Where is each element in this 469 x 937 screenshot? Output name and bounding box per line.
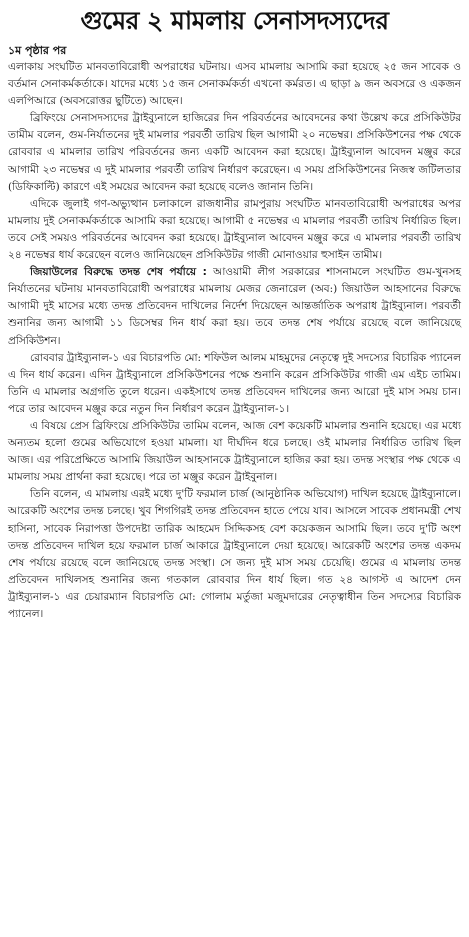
article-paragraph: এলাকায় সংঘটিত মানবতাবিরোধী অপরাধের ঘটনায়। এসব মামলায় আসামি করা হয়েছে ২৫ জন সাবেক ও বর্তমান সেনাকর্মকর্তাকে। যাদের মধ্যে ১৫ জন সেনাকর্মকর্তা এখনো কর্মরত। এ ছাড়া ৯ জন অবসরে ও একজন এলপিআরে (অবসরোত্তর ছুটিতে) আছেন। xyxy=(8,61,461,108)
headline: গুমের ২ মামলায় সেনাসদস্যদের xyxy=(80,6,389,35)
article-paragraph: এদিকে জুলাই গণ-অভ্যুত্থান চলাকালে রাজধানীর রামপুরায় সংঘটিত মানবতাবিরোধী অপরাধের অপর মামলায় দুই সেনাকর্মকর্তাকে আসামি করা হয়েছে। আগামী ৫ নভেম্বর এ মামলার পরবর্তী তারিখ নির্ধারিত ছিল। তবে সেই সময়ও পরিবর্তনের আবেদন করা হয়েছে। ট্রাইব্যুনাল আবেদন মঞ্জুর করে এ মামলার পরবর্তী তারিখ ২৪ নভেম্বর ধার্য করেছেন বলেও জানিয়েছেন প্রসিকিউটর গাজী মোনাওয়ার হুসাইন তামীম। xyxy=(8,197,461,262)
article-paragraph: ব্রিফিংয়ে সেনাসদস্যদের ট্রাইব্যুনালে হাজিরের দিন পরিবর্তনের আবেদনের কথা উল্লেখ করে প্রসিকিউটর তামীম বলেন, গুম-নির্যাতনের দুই মামলার পরবর্তী তারিখ ছিল আগামী ২০ নভেম্বর। প্রসিকিউশনের পক্ষ থেকে রোববার এ মামলার তারিখ পরিবর্তনের জন্য একটি আবেদন করা হয়েছে। ট্রাইব্যুনাল আবেদন মঞ্জুর করে আগামী ২৩ নভেম্বর এ দুই মামলার পরবর্তী তারিখ নির্ধারণ করেছেন। এ সময় প্রসিকিউশনের নিজস্ব জটিলতার (ডিফিকাল্টি) কারণে এই সময়ের আবেদন করা হয়েছে বলেও জানান তিনি। xyxy=(8,112,461,193)
article-paragraph-text: আওয়ামী লীগ সরকারের শাসনামলে সংঘটিত গুম-খুনসহ নির্যাতনের ঘটনায় মানবতাবিরোধী অপরাধের মামলায় মেজর জেনারেল (অব:) জিয়াউল আহসানের বিরুদ্ধে আগামী দুই মাসের মধ্যে তদন্ত প্রতিবেদন দাখিলের নির্দেশ দিয়েছেন আন্তর্জাতিক অপরাধ ট্রাইব্যুনাল। পরবর্তী শুনানির জন্য আগামী ১১ ডিসেম্বর দিন ধার্য করা হয়। তবে তদন্ত শেষ পর্যায়ে রয়েছে বলে জানিয়েছে প্রসিকিউশন। xyxy=(8,266,461,347)
subheading: জিয়াউলের বিরুদ্ধে তদন্ত শেষ পর্যায়ে : xyxy=(30,266,207,279)
article-paragraph: এ বিষয়ে প্রেস ব্রিফিংয়ে প্রসিকিউটর তামিম বলেন, আজ বেশ কয়েকটি মামলার শুনানি হয়েছে। এর মধ্যে অন্যতম হলো গুমের অভিযোগে হওয়া মামলা। যা দীর্ঘদিন ধরে চলছে। ওই মামলার নির্ধারিত তারিখ ছিল আজ। এর পরিপ্রেক্ষিতে আসামি জিয়াউল আহসানকে ট্রাইব্যুনালে হাজির করা হয়। তদন্ত সংস্থার পক্ষ থেকে এ মামলায় সময় প্রার্থনা করা হয়েছে। পরে তা মঞ্জুর করেন ট্রাইবুনাল। xyxy=(8,419,461,484)
article-paragraph: রোববার ট্রাইব্যুনাল-১ এর বিচারপতি মো: শফিউল আলম মাহমুদের নেতৃত্বে দুই সদস্যের বিচারিক প্যানেল এ দিন ধার্য করেন। এদিন ট্রাইব্যুনালে প্রসিকিউশনের পক্ষে শুনানি করেন প্রসিকিউটর গাজী এম এইচ তামিম। তিনি এ মামলার অগ্রগতি তুলে ধরেন। একইসাথে তদন্ত প্রতিবেদন দাখিলের জন্য আরো দুই মাস সময় চান। পরে তার আবেদন মঞ্জুর করে নতুন দিন নির্ধারণ করেন ট্রাইব্যুনাল-১। xyxy=(8,351,462,415)
continued-from-label: ১ম পৃষ্ঠার পর xyxy=(8,44,67,57)
article-paragraph: তিনি বলেন, এ মামলায় এরই মধ্যে দু'টি ফরমাল চার্জ (আনুষ্ঠানিক অভিযোগ) দাখিল হয়েছে ট্রাইব্যুনালে। আরেকটি অংশের তদন্ত চলছে। খুব শিগগিরই তদন্ত প্রতিবেদন হাতে পেয়ে যাব। আসলে সাবেক প্রধানমন্ত্রী শেখ হাসিনা, সাবেক নিরাপত্তা উপদেষ্টা তারিক আহমেদ সিদ্দিকসহ বেশ কয়েকজন আসামি ছিল। তবে দু'টি অংশ তদন্ত প্রতিবেদন দাখিল হয়ে ফরমাল চার্জ আকারে ট্রাইব্যুনালে দেয়া হয়েছে। আরেকটি অংশের তদন্ত একদম শেষ পর্যায়ে রয়েছে বলে জানিয়েছে তদন্ত সংস্থা। সে জন্য দুই মাস সময় চেয়েছি। গুমের এ মামলায় তদন্ত প্রতিবেদন দাখিলসহ শুনানির জন্য গতকাল রোববার দিন ধার্য ছিল। গত ২৪ আগস্ট এ আদেশ দেন ট্রাইব্যুনাল-১ এর চেয়ারম্যান বিচারপতি মো: গোলাম মর্তুজা মজুমদারের নেতৃত্বাধীন তিন সদস্যের বিচারিক প্যানেল। xyxy=(8,488,461,620)
article-paragraph-with-subhead xyxy=(8,264,461,349)
